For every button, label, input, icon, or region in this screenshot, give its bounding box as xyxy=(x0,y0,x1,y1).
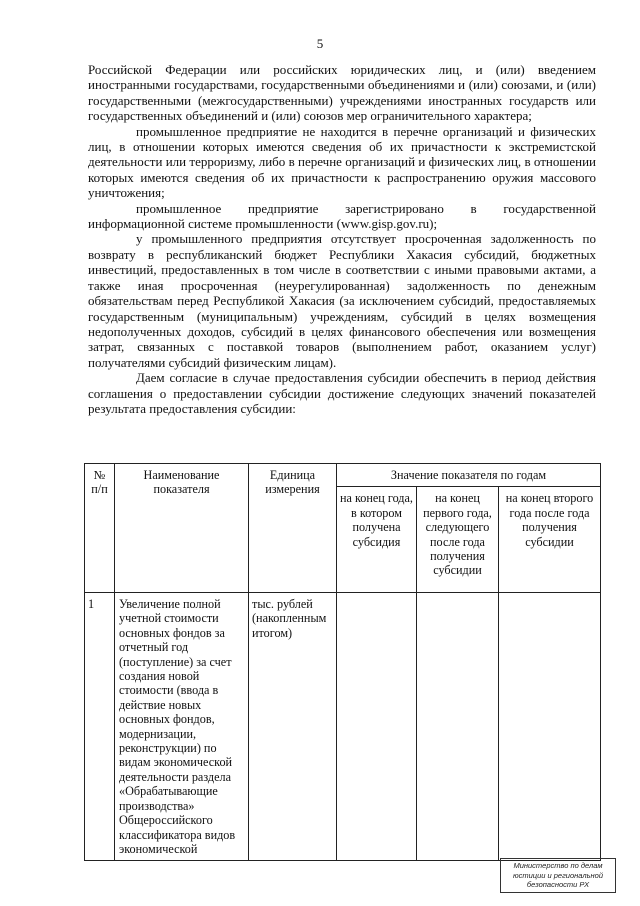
row-unit: тыс. рублей (накопленным итогом) xyxy=(249,593,337,861)
paragraph-extremism-list: промышленное предприятие не находится в перечне организаций и физических лиц, в отношении которых имеются сведения об их причастности к экстремистской деятельности или терроризму, либо в перечне организаций и физических лиц, в отношении которых имеются сведения об их причастности к распространению оружия массового уничтожения; xyxy=(88,123,596,201)
header-name: Наименование показателя xyxy=(115,464,249,593)
page-number: 5 xyxy=(316,36,324,51)
body-text xyxy=(88,62,596,416)
table-row xyxy=(85,593,601,861)
table-header-row xyxy=(85,464,601,487)
paragraph-gisp-registration: промышленное предприятие зарегистрировано в государственной информационной системе промышленности (www.gisp.gov.ru); xyxy=(88,200,596,232)
row-name: Увеличение полной учетной стоимости основных фондов за отчетный год (поступление) за счет создания новой стоимости (ввода в действие новых основных фондов, модернизации, реконструкции) по видам экономической деятельности раздела «Обрабатывающие производства» Общероссийского классификатора видов экономической xyxy=(115,593,249,861)
header-year1: на конец года, в котором получена субсидия xyxy=(337,487,417,593)
stamp-line-3: безопасности РХ xyxy=(526,880,590,889)
stamp-line-2: юстиции и региональной xyxy=(512,870,604,880)
ministry-stamp xyxy=(500,858,616,893)
row-num: 1 xyxy=(85,593,115,861)
stamp-line-1: Министерство по делам xyxy=(513,861,603,870)
header-num: № п/п xyxy=(85,464,115,593)
paragraph-consent: Даем согласие в случае предоставления субсидии обеспечить в период действия соглашения о предоставлении субсидии достижение следующих значений показателей результата предоставления субсидии: xyxy=(88,370,596,416)
header-unit: Единица измерения xyxy=(249,464,337,593)
row-year1-value xyxy=(337,593,417,861)
header-values-group: Значение показателя по годам xyxy=(337,464,601,487)
indicators-table xyxy=(84,463,601,861)
header-year3: на конец второго года после года получения субсидии xyxy=(499,487,601,593)
row-year3-value xyxy=(499,593,601,861)
header-year2: на конец первого года, следующего после года получения субсидии xyxy=(417,487,499,593)
paragraph-sanctions: Российской Федерации или российских юридических лиц, и (или) введением иностранными государствами, государственными объединениями и (или) союзами, и (или) государственными (межгосударственными) учреждениями иностранных государств или государственных объединений и (или) союзов мер ограничительного характера; xyxy=(88,62,596,124)
row-year2-value xyxy=(417,593,499,861)
paragraph-no-debt: у промышленного предприятия отсутствует просроченная задолженность по возврату в республиканский бюджет Республики Хакасия субсидий, бюджетных инвестиций, предоставленных в том числе в соответствии с иными правовыми актами, а также иная просроченная (неурегулированная) задолженность по денежным обязательствам перед Республикой Хакасия (за исключением субсидий, предоставляемых государственным (муниципальным) учреждениям, субсидий в целях возмещения недополученных доходов, субсидий в целях финансового обеспечения или возмещения затрат, связанных с поставкой товаров (выполнением работ, оказанием услуг) получателями субсидий физическим лицам). xyxy=(88,231,596,370)
